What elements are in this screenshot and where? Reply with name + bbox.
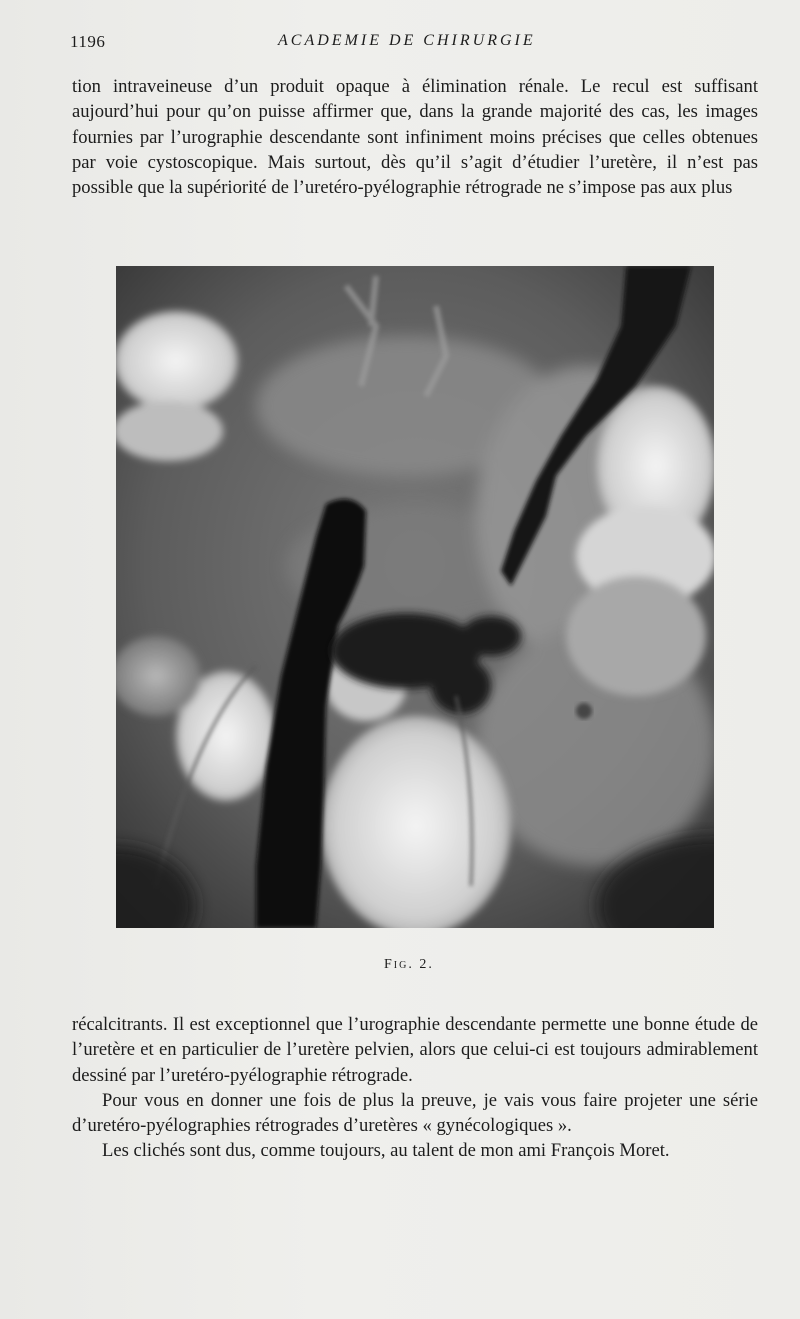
radiograph-figure: [116, 266, 714, 928]
radiograph-image: [116, 266, 714, 928]
bottom-paragraph-1: récalcitrants. Il est exceptionnel que l’urographie descendante permette une bonne étude de l’uretère et en particulier de l’uretère pelvien, alors que celui-ci est toujours admirablement dessiné par l’uretéro-pyélographie rétrograde.: [72, 1014, 758, 1086]
bottom-paragraphs: [72, 1012, 758, 1164]
journal-title: ACADEMIE DE CHIRURGIE: [278, 32, 536, 49]
running-header: [70, 32, 760, 56]
figure-caption: Fig. 2.: [384, 957, 434, 972]
page-number: 1196: [70, 32, 106, 51]
top-paragraph: [72, 74, 758, 200]
bottom-paragraph-2: Pour vous en donner une fois de plus la preuve, je vais vous faire projeter une série d’uretéro-pyélographies rétrogrades d’uretères « gynécologiques ».: [72, 1089, 758, 1137]
bottom-paragraph-3: Les clichés sont dus, comme toujours, au talent de mon ami François Moret.: [102, 1140, 670, 1162]
top-paragraph-text: tion intraveineuse d’un produit opaque à élimination rénale. Le recul est suffisant aujourd’hui pour qu’on puisse affirmer que, dans la grande majorité des cas, les images fournies par l’urographie descendante sont infiniment moins précises que celles obtenues par voie cystoscopique. Mais surtout, dès qu’il s’agit d’étudier l’uretère, il n’est pas possible que la supériorité de l’uretéro-pyélographie rétrograde ne s’impose pas aux plus: [72, 76, 758, 199]
